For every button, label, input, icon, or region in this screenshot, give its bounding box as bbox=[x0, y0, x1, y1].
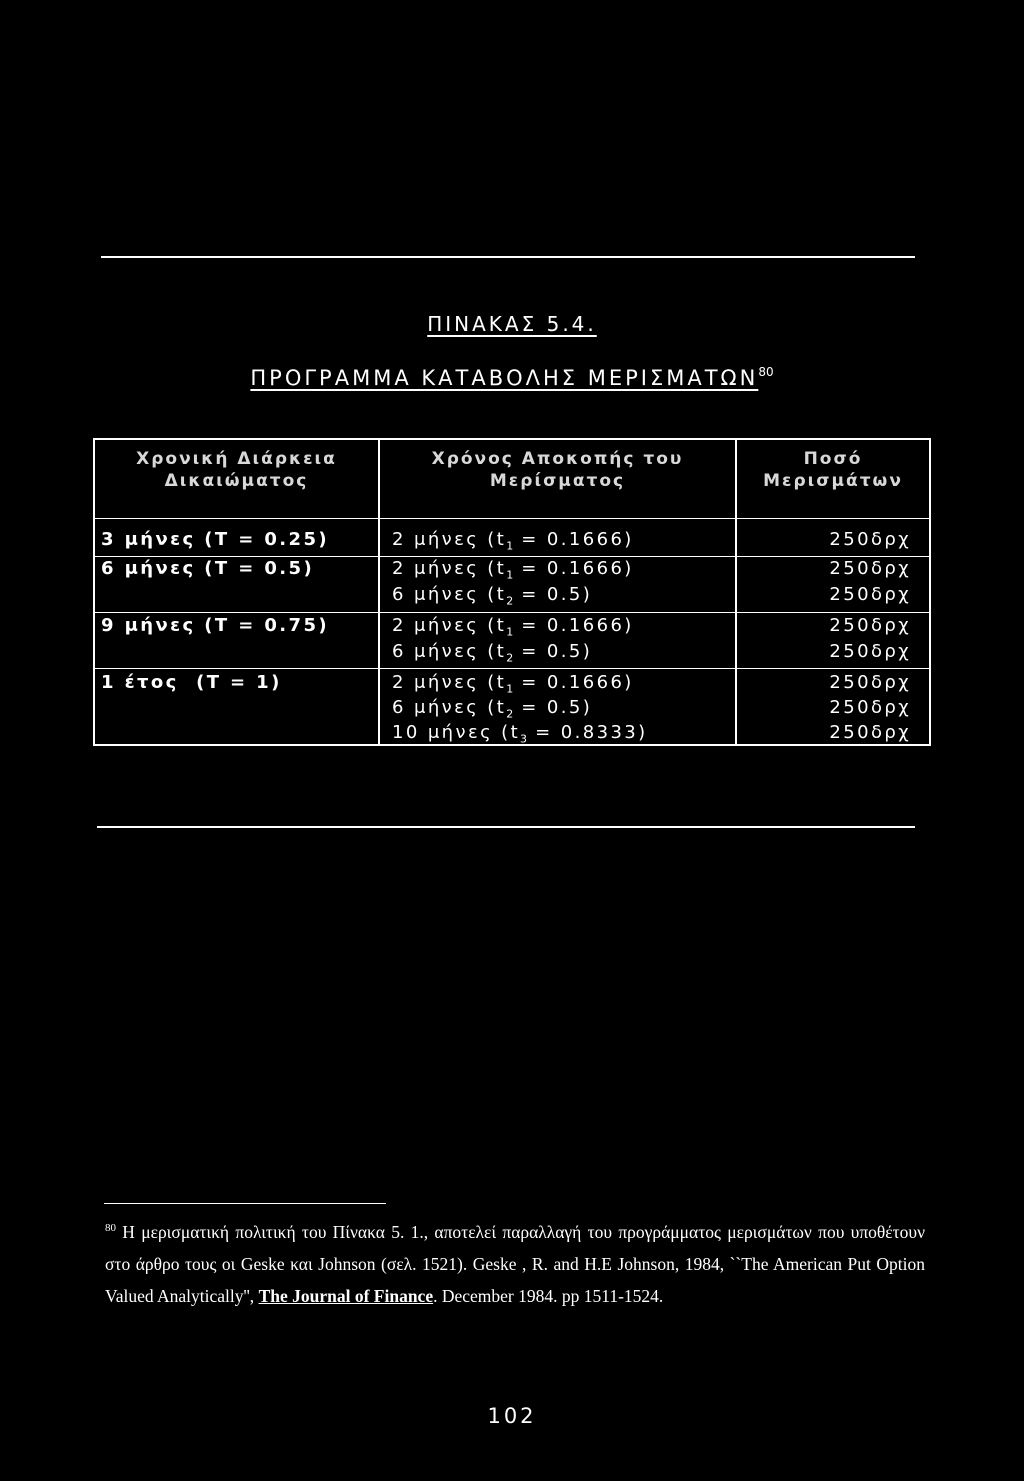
header-divider bbox=[95, 518, 929, 519]
footnote-ref: 80 bbox=[758, 365, 774, 379]
row2-cut-time-1: 2 μήνες $(t_1 = 0.1666)$ bbox=[392, 558, 634, 582]
footnote-marker: 80 bbox=[105, 1222, 116, 1234]
row1-amount-1: 250δρχ bbox=[829, 529, 911, 550]
row4-amount-2: 250δρχ bbox=[829, 697, 911, 718]
row1-duration: 3 μήνες (T = 0.25) bbox=[101, 529, 330, 550]
row2-cut-time-2: 6 μήνες $(t_2 = 0.5)$ bbox=[392, 584, 593, 608]
page-number: 102 bbox=[487, 1404, 537, 1428]
header-duration: Χρονική Διάρκεια Δικαιώματος bbox=[136, 449, 337, 491]
row3-duration: 9 μήνες (T = 0.75) bbox=[101, 615, 330, 636]
row4-cut-time-1: 2 μήνες $(t_1 = 0.1666)$ bbox=[392, 672, 634, 696]
row4-cut-time-2: 6 μήνες $(t_2 = 0.5)$ bbox=[392, 697, 593, 721]
table-title: ΠΙΝΑΚΑΣ 5.4. bbox=[427, 312, 597, 336]
row2-amount-1: 250δρχ bbox=[829, 558, 911, 579]
row4-duration: 1 έτος (T = 1) bbox=[101, 672, 282, 693]
journal-title: The Journal of Finance bbox=[258, 1286, 434, 1306]
row4-amount-1: 250δρχ bbox=[829, 672, 911, 693]
bottom-rule bbox=[97, 826, 915, 828]
row3-amount-2: 250δρχ bbox=[829, 641, 911, 662]
row4-amount-3: 250δρχ bbox=[829, 722, 911, 743]
footnote: $^{80}$ Η μερισματική πολιτική του Πίνακα 5. 1., αποτελεί παραλλαγή του προγράμματος μερισμάτων που υποθέτουν στο άρθρο τους οι Geske και Johnson (σελ. 1521). Geske , R. and H.E Johnson, 1984, ``The American Put Option Valued Analytically'', The Journal of Finance. December 1984. pp 1511-1524. bbox=[105, 1222, 925, 1306]
row2-duration: 6 μήνες (T = 0.5) bbox=[101, 558, 315, 579]
dividend-schedule-table bbox=[93, 438, 931, 746]
row3-cut-time-1: 2 μήνες $(t_1 = 0.1666)$ bbox=[392, 615, 634, 639]
row3-cut-time-2: 6 μήνες $(t_2 = 0.5)$ bbox=[392, 641, 593, 665]
header-amount: Ποσό Μερισμάτων bbox=[763, 449, 903, 491]
row2-amount-2: 250δρχ bbox=[829, 584, 911, 605]
row3-amount-1: 250δρχ bbox=[829, 615, 911, 636]
footnote-separator bbox=[104, 1203, 386, 1204]
table-subtitle: ΠΡΟΓΡΑΜΜΑ ΚΑΤΑΒΟΛΗΣ ΜΕΡΙΣΜΑΤΩΝ$^{80}$ bbox=[250, 365, 774, 390]
header-cut-time: Χρόνος Αποκοπής του Μερίσματος bbox=[431, 449, 684, 491]
row4-cut-time-3: 10 μήνες $(t_3 = 0.8333)$ bbox=[392, 722, 648, 746]
top-rule bbox=[101, 256, 915, 258]
row1-cut-time-1: 2 μήνες $(t_1 = 0.1666)$ bbox=[392, 529, 634, 553]
